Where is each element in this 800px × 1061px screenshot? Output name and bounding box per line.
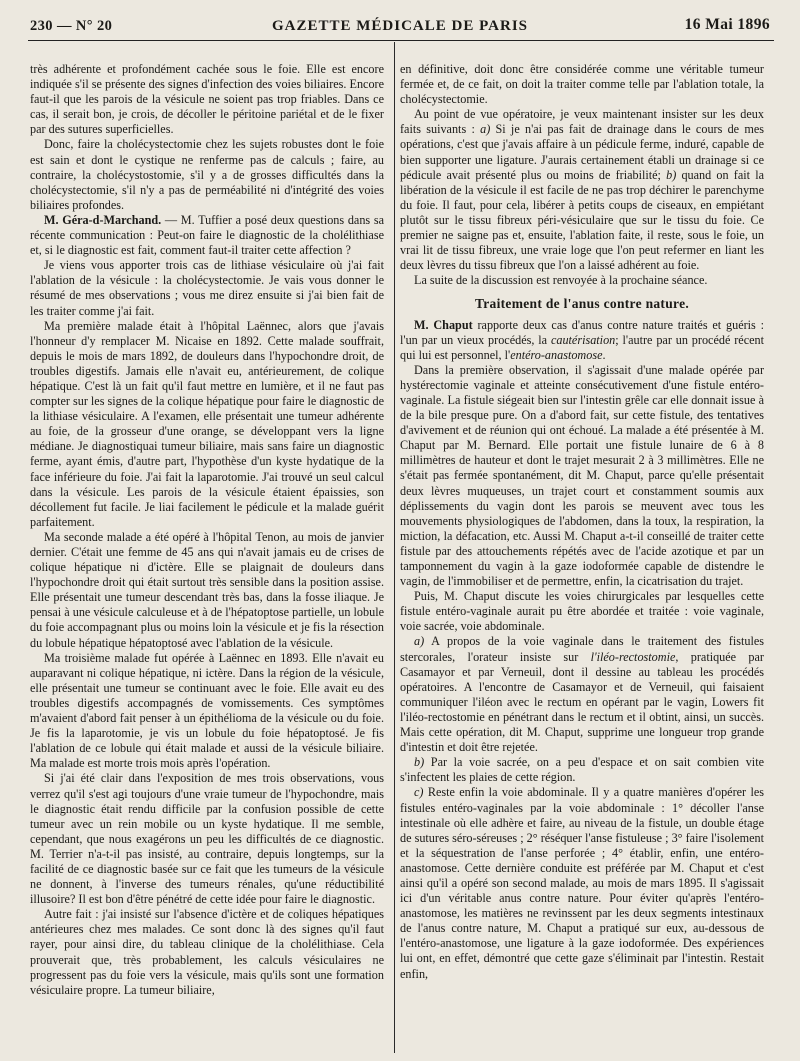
list-label: b)	[666, 167, 677, 182]
paragraph	[30, 213, 384, 258]
journal-title: GAZETTE MÉDICALE DE PARIS	[271, 18, 528, 34]
paragraph: Ma seconde malade a été opéré à l'hôpital Tenon, au mois de janvier dernier. C'était une femme de 45 ans qui n'avait jamais eu de crises de colique hépatique ni d'ictère. Elle se plaignait de douleurs dans l'hypochondre droit qui était surtout très sensible dans la position assise. Elle présentait une tumeur descendant très bas, dans la fosse iliaque. Je pensai à une vésicule calculeuse et à de l'hépatoptose partielle, un lobule du foie accompagnant plus ou moins loin la vésicule et je fis la résection du lobule hépatique hépatoptosé avec l'ablation de la vésicule.	[30, 529, 384, 650]
paragraph-text: — M. Tuffier a posé deux questions dans sa récente communication : Peut-on faire le diagnostic de la cholélithiase et, si le diagnostic est fait, comment faut-il traiter cette affection ?	[30, 212, 384, 258]
left-column	[30, 62, 384, 1057]
paragraph-text: A propos de la voie vaginale dans le traitement des fistules stercorales, l'orateur insiste sur	[400, 634, 764, 664]
paragraph: très adhérente et profondément cachée sous le foie. Elle est encore indiquée s'il se présente des signes d'infection des voies biliaires. Encore faut-il que les parois de la vésicule ne soient pas trop friables. Dans ce cas, il serait bon, je crois, de décoller le péritoine pariétal et de le fixer par des sutures superficielles.	[30, 62, 384, 137]
list-label: a)	[414, 634, 425, 649]
paragraph: La suite de la discussion est renvoyée à la prochaine séance.	[414, 273, 708, 288]
paragraph	[400, 785, 764, 981]
emphasis: cautérisation	[550, 332, 616, 347]
paragraph-text: Au point de vue opératoire, je veux maintenant insister sur les deux faits suivants :	[400, 107, 764, 137]
list-label: a)	[480, 122, 491, 137]
paragraph-text: .	[602, 347, 606, 362]
paragraph-text: ; l'autre par un procédé récent qui lui est personnel, l'	[400, 332, 764, 362]
list-label: c)	[414, 785, 424, 800]
paragraph: Dans la première observation, il s'agissait d'une malade opérée par hystérectomie vaginale et atteinte consécutivement d'une fistule entéro-vaginale. La fistule siégeait bien sur l'intestin grêle car elle donnait issue à de la bile presque pure. On a d'abord fait, sur cette fistule, des tentatives d'avivement et de réunion qui ont échoué. La malade a été présentée à M. Chaput par M. Bernard. Elle portait une fistule lunaire de 6 à 8 millimètres de hauteur et dont le trajet mesurait 2 à 3 millimètres. Elle ne s'était pas fermée spontanément, dit M. Chaput, parce qu'elle présentait deux lèvres muqueuses, un trajet court et constamment soumis aux déplissements du vagin dont les parois se meuvent avec tous les mouvements physiologiques de l'abdomen, dans la toux, la respiration, la miction, la défacation, etc. Aussi M. Chaput a-t-il conseillé de traiter cette fistule par des attouchements répétés avec de l'acide azotique et par un tamponnement du vagin à la gaze iodoformée capable de distendre le vagin, de l'immobiliser et de permettre, enfin, la cicatrisation du trajet.	[400, 362, 764, 589]
paragraph: Donc, faire la cholécystectomie chez les sujets robustes dont le foie est sain et dont le cystique ne renferme pas de calculs ; faire, au contraire, la cholécystostomie, s'il y a de grosses difficultés dans la cholécystectomie, s'il n'y a pas de perméabilité ni d'intégrité des voies biliaires profondes.	[30, 137, 384, 212]
header-rule	[28, 40, 774, 41]
page-number: 230 — N° 20	[30, 18, 113, 34]
paragraph	[400, 634, 764, 755]
paragraph	[400, 755, 764, 785]
paragraph	[400, 107, 764, 273]
paragraph-text: rapporte deux cas d'anus contre nature traités et guéris : l'un par un vieux procédés, la	[400, 317, 764, 347]
paragraph	[400, 318, 764, 363]
list-label: b)	[414, 755, 425, 770]
paragraph-text: Si je n'ai pas fait de drainage dans le cours de mes opérations, c'est que j'avais affaire à un pédicule ferme, induré, capable de bien supporter une ligature. J'aurais certainement établi un drainage si ce pédicule avait présenté plus ou moins de friabilité;	[400, 122, 764, 182]
paragraph: Puis, M. Chaput discute les voies chirurgicales par lesquelles cette fistule entéro-vaginale aurait pu être abordée et traitée : voie vaginale, voie sacrée, voie abdominale.	[400, 589, 764, 634]
paragraph-text: , pratiquée par Casamayor et par Verneuil, dont il dessine au tableau les procédés opératoires. A l'encontre de Casamayor et de Verneuil, qui faisaient communiquer l'iléon avec le rectum en opérant par le vagin, Lowers fit l'iléo-rectostomie en pénétrant dans le rectum et il obtint, ainsi, un succès. Mais cette opération, dit M. Chaput, supprime une longueur trop grande d'intestin et doit être rejetée.	[400, 649, 764, 755]
paragraph-text: quand on fait la libération de la vésicule il est facile de ne pas trop déchirer le parenchyme du foie. Il faut, pour cela, libérer à petits coups de ciseaux, en empiétant plutôt sur le tissu fibreux péri-vésiculaire que sur le tissu du foie. Ce premier ne saigne pas et, ensuite, l'ablation faite, il reste, sous le foie, un vrai lit de tissu fibreux, une vraie loge que l'on peut refermer en liant les deux lèvres du tissu fibreux que l'on a laissé adhérent au foie.	[400, 167, 764, 273]
section-heading: Traitement de l'anus contre nature.	[474, 296, 690, 312]
paragraph: Ma première malade était à l'hôpital Laënnec, alors que j'avais l'honneur d'y remplacer M. Nicaise en 1892. Cette malade souffrait, depuis le mois de mars 1892, de douleurs dans l'hypochondre droit, de troubles digestifs. Jamais elle n'avait eu, antérieurement, de colique hépatique. C'est là un fait qu'il faut mettre en lumière, et il ne faut pas compter sur les signes de la colique hépatique pour faire le diagnostic de la lithiase vésiculaire. A l'examen, elle présentait une tumeur adhérente au foie, de la grosseur d'une orange, se développant vers la ligne médiane. Je diagnostiquai tumeur biliaire, mais sans faire un diagnostic ferme, ayant émis, d'autre part, l'hypothèse d'un kyste hydatique de la face inférieure du foie. J'ai fait la laparotomie. J'ai trouvé un seul calcul dans la vésicule. Les parois de la vésicule étaient épaissies, son décollement fut facile. Je liai facilement le pédicule et la malade guérit parfaitement.	[30, 318, 384, 529]
column-divider	[394, 42, 395, 1053]
paragraph-text: Reste enfin la voie abdominale. Il y a quatre manières d'opérer les fistules entéro-vaginales par la voie abdominale : 1° décoller l'anse intestinale où elle adhère et faire, au niveau de la fistule, un double étage de sutures séro-séreuses ; 2° réséquer l'anse fistuleuse ; 3° faire l'isolement et la séquestration de l'anse perforée ; 4° établir, enfin, une entéro-anastomose. Cette dernière conduite est préférée par M. Chaput et c'est ainsi qu'il a opéré son second malade, au mois de mars 1895. Il s'agissait ici d'un véritable anus contre nature. Pour éviter qu'après l'entéro-anastomose, les matières ne revinssent par les deux segments intestinaux de l'anus contre nature, M. Chaput a pratiqué sur eux, au-dessous de l'entéro-anastomose, une ligature à la gaze iodoformée. Des expériences lui ont, en effet, démontré que cette gaze s'éliminait par l'intestin. Restait enfin,	[400, 785, 764, 981]
emphasis: l'iléo-rectostomie	[590, 649, 676, 664]
emphasis: entéro-anastomose	[510, 347, 603, 362]
speaker-name: M. Géra-d-Marchand.	[44, 212, 162, 227]
right-column	[400, 62, 764, 1057]
paragraph: Si j'ai été clair dans l'exposition de mes trois observations, vous verrez qu'il s'est agi toujours d'une vraie tumeur de l'hypochondre, mais le diagnostic était rendu difficile par la confusion possible de cette tumeur avec un rein mobile ou un kyste hydatique. Il me semble, cependant, que nous exagérons un peu les difficultés de ce diagnostic. M. Terrier n'a-t-il pas insisté, au contraire, depuis longtemps, sur la facilité de ce diagnostic basée sur ce fait que les tumeurs de la vésicule ne donnent, à l'inverse des tumeurs rénales, qu'une réductibilité illusoire? Il est bon d'être pénétré de cette idée pour faire le diagnostic.	[30, 771, 384, 907]
paragraph: en définitive, doit donc être considérée comme une véritable tumeur fermée et, de ce fait, on doit la traiter comme telle par l'ablation totale, la cholécystectomie.	[400, 62, 764, 107]
paragraph: Autre fait : j'ai insisté sur l'absence d'ictère et de coliques hépatiques antérieures chez mes malades. Ce sont donc là des signes qu'il faut rayer, pour ainsi dire, du tableau clinique de la cholélithiase. Cela prouverait que, très probablement, les calculs vésiculaires ne progressent pas du foie vers la vésicule, mais qu'ils sont une formation vésiculaire propre. La tumeur biliaire,	[30, 907, 384, 997]
paragraph-text: Par la voie sacrée, on a peu d'espace et on sait combien vite s'infectent les plaies de cette région.	[400, 755, 764, 785]
paragraph: Je viens vous apporter trois cas de lithiase vésiculaire où j'ai fait l'ablation de la vésicule : la cholécystectomie. Je vais vous donner le résumé de mes observations ; vous me direz ensuite si j'ai bien fait de les traiter comme j'ai fait.	[30, 258, 384, 318]
issue-date: 16 Mai 1896	[684, 16, 770, 33]
speaker-name: M. Chaput	[414, 317, 473, 332]
page-header	[30, 14, 770, 38]
paragraph: Ma troisième malade fut opérée à Laënnec en 1893. Elle n'avait eu auparavant ni colique hépatique, ni ictère. Dans la région de la vésicule, elle présentait une tumeur se continuant avec le foie. Elle avait eu des troubles digestifs accompagnés de vomissements. Ces symptômes m'avaient d'abord fait penser à un épithélioma de la vésicule ou du foie. Je fis la laparotomie, je vis un lobule du foie hépatoptosé. Je fis l'ablation de ce lobule qui était malade et aussi de la vésicule biliaire. Ma malade est morte trois mois après l'opération.	[30, 650, 384, 771]
